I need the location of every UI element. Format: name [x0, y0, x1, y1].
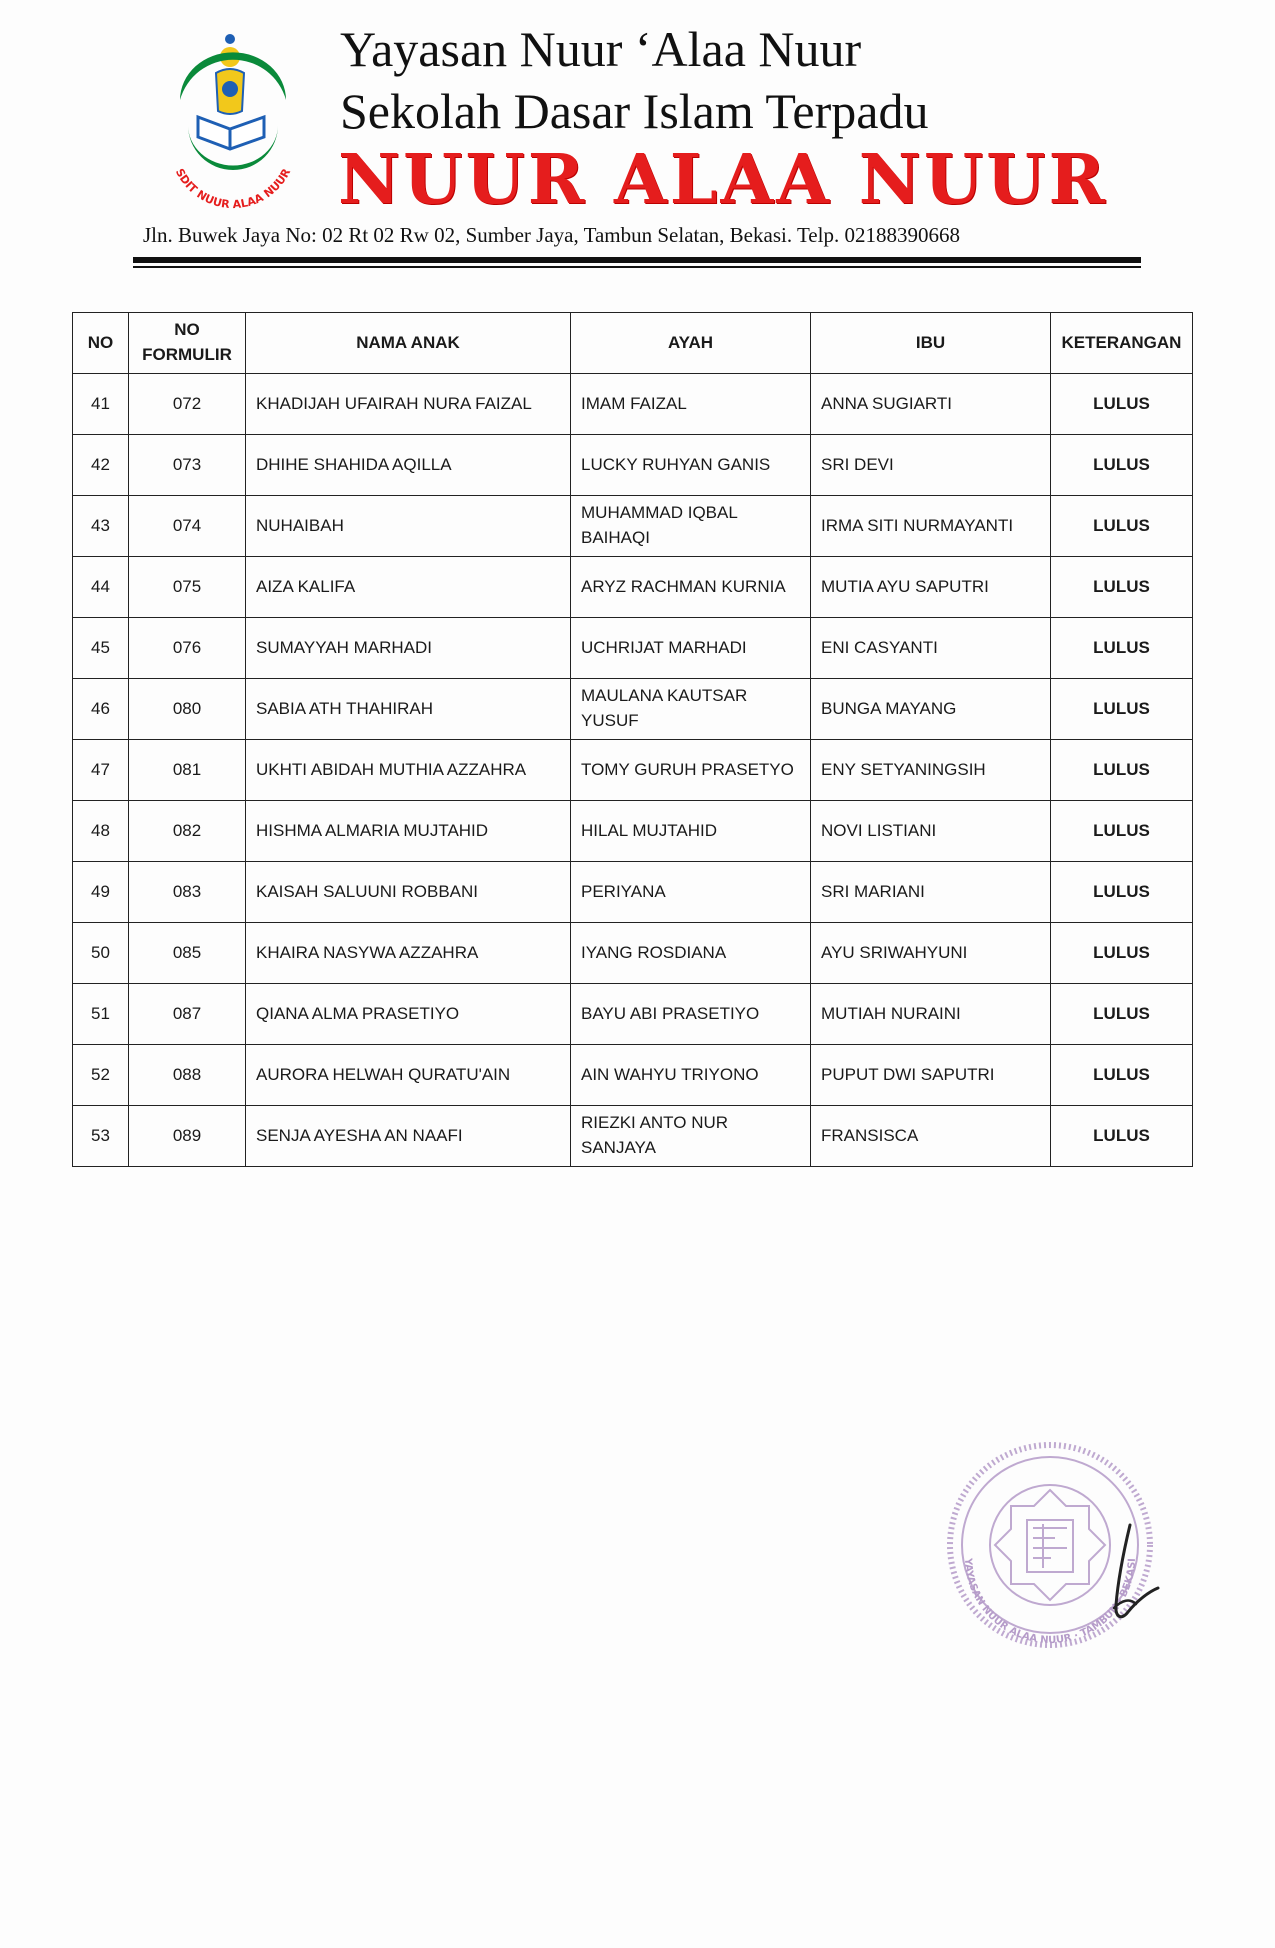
- cell-formulir: 075: [129, 557, 246, 618]
- cell-ibu: ENY SETYANINGSIH: [811, 740, 1051, 801]
- cell-ayah: UCHRIJAT MARHADI: [571, 618, 811, 679]
- cell-no: 42: [73, 435, 129, 496]
- header-no-formulir-line1: NO: [174, 320, 200, 340]
- cell-ibu: NOVI LISTIANI: [811, 801, 1051, 862]
- cell-keterangan: LULUS: [1051, 374, 1193, 435]
- cell-keterangan: LULUS: [1051, 679, 1193, 740]
- cell-nama: AURORA HELWAH QURATU'AIN: [246, 1045, 571, 1106]
- cell-formulir: 074: [129, 496, 246, 557]
- cell-ayah: HILAL MUJTAHID: [571, 801, 811, 862]
- signature-icon: [1100, 1520, 1160, 1630]
- cell-keterangan: LULUS: [1051, 984, 1193, 1045]
- header-keterangan: KETERANGAN: [1051, 313, 1193, 374]
- cell-ibu: PUPUT DWI SAPUTRI: [811, 1045, 1051, 1106]
- cell-ibu: ANNA SUGIARTI: [811, 374, 1051, 435]
- foundation-name: Yayasan Nuur ‘Alaa Nuur: [340, 21, 862, 77]
- school-brand-title: NUUR ALAA NUUR: [338, 140, 1108, 220]
- cell-keterangan: LULUS: [1051, 801, 1193, 862]
- results-table: [72, 312, 1193, 1167]
- cell-nama: UKHTI ABIDAH MUTHIA AZZAHRA: [246, 740, 571, 801]
- cell-keterangan: LULUS: [1051, 1106, 1193, 1167]
- cell-formulir: 072: [129, 374, 246, 435]
- cell-nama: KAISAH SALUUNI ROBBANI: [246, 862, 571, 923]
- cell-no: 44: [73, 557, 129, 618]
- cell-no: 48: [73, 801, 129, 862]
- cell-no: 43: [73, 496, 129, 557]
- cell-formulir: 082: [129, 801, 246, 862]
- cell-nama: SUMAYYAH MARHADI: [246, 618, 571, 679]
- cell-ayah: MUHAMMAD IQBAL BAIHAQI: [571, 496, 811, 557]
- cell-nama: QIANA ALMA PRASETIYO: [246, 984, 571, 1045]
- cell-ibu: IRMA SITI NURMAYANTI: [811, 496, 1051, 557]
- cell-ayah: IYANG ROSDIANA: [571, 923, 811, 984]
- cell-nama: DHIHE SHAHIDA AQILLA: [246, 435, 571, 496]
- table-row: [73, 1045, 1193, 1106]
- cell-no: 53: [73, 1106, 129, 1167]
- cell-ibu: MUTIAH NURAINI: [811, 984, 1051, 1045]
- table-row: [73, 496, 1193, 557]
- table-row: [73, 984, 1193, 1045]
- cell-ibu: BUNGA MAYANG: [811, 679, 1051, 740]
- cell-ibu: SRI DEVI: [811, 435, 1051, 496]
- cell-keterangan: LULUS: [1051, 557, 1193, 618]
- cell-nama: SENJA AYESHA AN NAAFI: [246, 1106, 571, 1167]
- cell-formulir: 085: [129, 923, 246, 984]
- cell-keterangan: LULUS: [1051, 496, 1193, 557]
- table-header-row: [73, 313, 1193, 374]
- table-row: [73, 862, 1193, 923]
- cell-ibu: SRI MARIANI: [811, 862, 1051, 923]
- header-ayah: AYAH: [571, 313, 811, 374]
- school-address: Jln. Buwek Jaya No: 02 Rt 02 Rw 02, Sumber Jaya, Tambun Selatan, Bekasi. Telp. 02188390668: [143, 223, 960, 247]
- header-ibu: IBU: [811, 313, 1051, 374]
- cell-ayah: ARYZ RACHMAN KURNIA: [571, 557, 811, 618]
- table-row: [73, 801, 1193, 862]
- cell-nama: KHADIJAH UFAIRAH NURA FAIZAL: [246, 374, 571, 435]
- cell-no: 46: [73, 679, 129, 740]
- header-no-formulir-line2: FORMULIR: [142, 345, 232, 364]
- table-row: [73, 740, 1193, 801]
- table-row: [73, 557, 1193, 618]
- cell-ayah: TOMY GURUH PRASETYO: [571, 740, 811, 801]
- letterhead-divider-thin: [133, 266, 1141, 268]
- letterhead-divider: [133, 257, 1141, 263]
- cell-nama: AIZA KALIFA: [246, 557, 571, 618]
- cell-formulir: 089: [129, 1106, 246, 1167]
- cell-formulir: 083: [129, 862, 246, 923]
- table-row: [73, 679, 1193, 740]
- cell-ayah: PERIYANA: [571, 862, 811, 923]
- cell-ibu: AYU SRIWAHYUNI: [811, 923, 1051, 984]
- table-row: [73, 1106, 1193, 1167]
- cell-nama: HISHMA ALMARIA MUJTAHID: [246, 801, 571, 862]
- cell-nama: KHAIRA NASYWA AZZAHRA: [246, 923, 571, 984]
- cell-formulir: 088: [129, 1045, 246, 1106]
- school-type: Sekolah Dasar Islam Terpadu: [340, 83, 929, 139]
- cell-ayah: AIN WAHYU TRIYONO: [571, 1045, 811, 1106]
- cell-formulir: 087: [129, 984, 246, 1045]
- cell-keterangan: LULUS: [1051, 862, 1193, 923]
- cell-ayah: RIEZKI ANTO NUR SANJAYA: [571, 1106, 811, 1167]
- cell-formulir: 076: [129, 618, 246, 679]
- header-no: NO: [73, 313, 129, 374]
- cell-no: 51: [73, 984, 129, 1045]
- cell-no: 49: [73, 862, 129, 923]
- cell-no: 45: [73, 618, 129, 679]
- cell-ibu: FRANSISCA: [811, 1106, 1051, 1167]
- cell-nama: SABIA ATH THAHIRAH: [246, 679, 571, 740]
- table-row: [73, 435, 1193, 496]
- cell-ayah: MAULANA KAUTSAR YUSUF: [571, 679, 811, 740]
- cell-no: 50: [73, 923, 129, 984]
- header-no-formulir: [129, 313, 246, 374]
- letterhead: [0, 0, 1275, 275]
- stamp-arc-label: YAYASAN NUUR ALAA NUUR · TAMBUN - BEKASI: [961, 1557, 1139, 1647]
- cell-keterangan: LULUS: [1051, 740, 1193, 801]
- table-row: [73, 618, 1193, 679]
- cell-formulir: 080: [129, 679, 246, 740]
- cell-nama: NUHAIBAH: [246, 496, 571, 557]
- table-row: [73, 923, 1193, 984]
- cell-ayah: LUCKY RUHYAN GANIS: [571, 435, 811, 496]
- cell-no: 52: [73, 1045, 129, 1106]
- table-row: [73, 374, 1193, 435]
- cell-formulir: 073: [129, 435, 246, 496]
- cell-keterangan: LULUS: [1051, 923, 1193, 984]
- header-nama-anak: NAMA ANAK: [246, 313, 571, 374]
- cell-ayah: IMAM FAIZAL: [571, 374, 811, 435]
- logo-arc-label: SDIT NUUR ALAA NUUR: [172, 166, 294, 212]
- school-logo-icon: [158, 25, 308, 215]
- cell-ibu: ENI CASYANTI: [811, 618, 1051, 679]
- cell-formulir: 081: [129, 740, 246, 801]
- cell-no: 47: [73, 740, 129, 801]
- cell-keterangan: LULUS: [1051, 618, 1193, 679]
- cell-ayah: BAYU ABI PRASETIYO: [571, 984, 811, 1045]
- cell-no: 41: [73, 374, 129, 435]
- cell-keterangan: LULUS: [1051, 1045, 1193, 1106]
- cell-ibu: MUTIA AYU SAPUTRI: [811, 557, 1051, 618]
- cell-keterangan: LULUS: [1051, 435, 1193, 496]
